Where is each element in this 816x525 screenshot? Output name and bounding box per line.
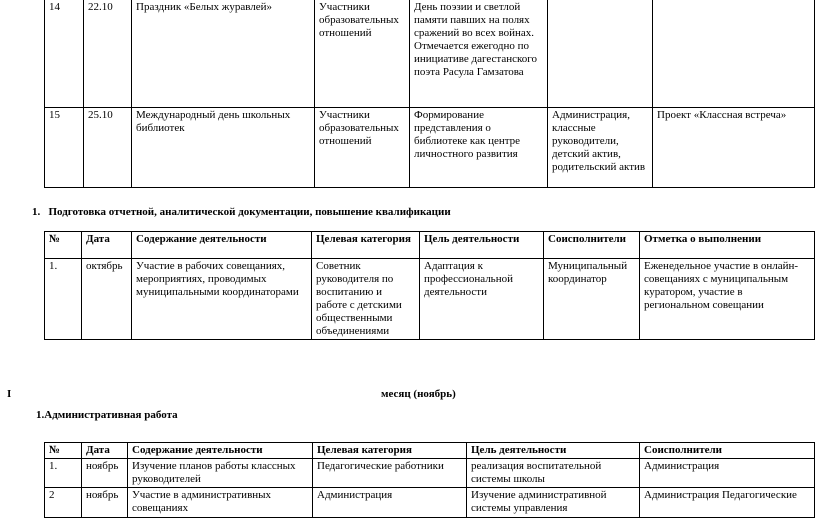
- header-mark: Отметка о выполнении: [640, 232, 815, 259]
- header-content: Содержание деятельности: [132, 232, 312, 259]
- section-number: 1.: [32, 206, 41, 218]
- row-goal: Изучение административной системы управления: [467, 488, 640, 518]
- table-row: [45, 488, 815, 518]
- table-row: [45, 259, 815, 340]
- row-content: Участие в рабочих совещаниях, мероприятиях, проводимых муниципальными координаторами: [132, 259, 312, 340]
- row-partners: Муниципальный координатор: [544, 259, 640, 340]
- table-row: [45, 459, 815, 488]
- row-date: октябрь: [82, 259, 132, 340]
- row-content: Праздник «Белых журавлей»: [132, 0, 315, 108]
- section-heading-reporting: [32, 206, 451, 219]
- row-content: Изучение планов работы классных руководителей: [128, 459, 313, 488]
- header-content: Содержание деятельности: [128, 443, 313, 459]
- month-title: месяц (ноябрь): [381, 388, 456, 400]
- table-row: [45, 0, 815, 108]
- row-goal: Адаптация к профессиональной деятельности: [420, 259, 544, 340]
- table-row: [45, 108, 815, 188]
- row-target: Советник руководителя по воспитанию и работе с детскими общественными объединениями: [312, 259, 420, 340]
- header-target: Целевая категория: [313, 443, 467, 459]
- header-partners: Соисполнители: [640, 443, 815, 459]
- row-content: Международный день школьных библиотек: [132, 108, 315, 188]
- row-goal: День поэзии и светлой памяти павших на полях сражений во всех войнах. Отмечается ежегодно по инициативе дагестанского поэта Расула Гамзатова: [410, 0, 548, 108]
- row-number: 2: [45, 488, 82, 518]
- admin-work-table: [44, 442, 815, 518]
- row-content: Участие в административных совещаниях: [128, 488, 313, 518]
- section-heading-admin: 1.Административная работа: [36, 409, 178, 421]
- header-target: Целевая категория: [312, 232, 420, 259]
- row-target: Участники образовательных отношений: [315, 0, 410, 108]
- row-mark: Еженедельное участие в онлайн-совещаниях с муниципальным куратором, участие в региональном совещании: [640, 259, 815, 340]
- row-number: 1.: [45, 459, 82, 488]
- header-number: №: [45, 443, 82, 459]
- row-number: 14: [45, 0, 84, 108]
- row-goal: реализация воспитательной системы школы: [467, 459, 640, 488]
- row-partners: Администрация Педагогические: [640, 488, 815, 518]
- month-roman: I: [7, 388, 12, 400]
- row-partners: Администрация: [640, 459, 815, 488]
- row-target: Администрация: [313, 488, 467, 518]
- row-target: Участники образовательных отношений: [315, 108, 410, 188]
- header-number: №: [45, 232, 82, 259]
- section-title: Подготовка отчетной, аналитической документации, повышение квалификации: [48, 206, 451, 218]
- row-number: 15: [45, 108, 84, 188]
- row-date: 25.10: [84, 108, 132, 188]
- row-partners: [548, 0, 653, 108]
- header-date: Дата: [82, 232, 132, 259]
- row-mark: [653, 0, 815, 108]
- row-date: ноябрь: [82, 488, 128, 518]
- table-header-row: [45, 443, 815, 459]
- row-date: ноябрь: [82, 459, 128, 488]
- row-goal: Формирование представления о библиотеке как центре личностного развития: [410, 108, 548, 188]
- row-target: Педагогические работники: [313, 459, 467, 488]
- header-date: Дата: [82, 443, 128, 459]
- row-date: 22.10: [84, 0, 132, 108]
- table-header-row: [45, 232, 815, 259]
- row-number: 1.: [45, 259, 82, 340]
- header-goal: Цель деятельности: [420, 232, 544, 259]
- header-partners: Соисполнители: [544, 232, 640, 259]
- row-partners: Администрация, классные руководители, детский актив, родительский актив: [548, 108, 653, 188]
- reporting-table: [44, 231, 815, 340]
- header-goal: Цель деятельности: [467, 443, 640, 459]
- activity-table-october: [44, 0, 815, 188]
- row-mark: Проект «Классная встреча»: [653, 108, 815, 188]
